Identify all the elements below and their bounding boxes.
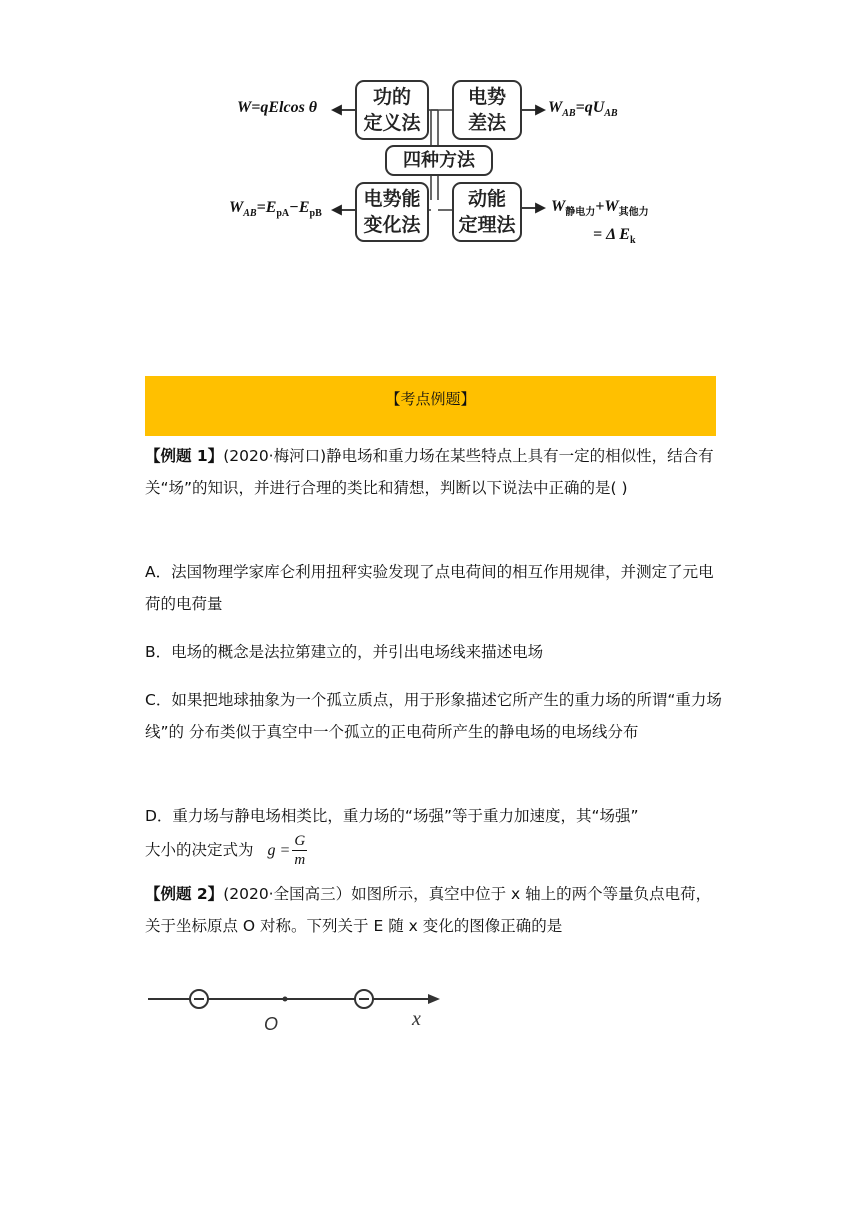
formula-part: AB <box>562 108 576 120</box>
method-box-energy-change <box>355 182 429 242</box>
formula-part: +W <box>595 198 619 215</box>
origin-point <box>283 997 288 1002</box>
center-label: 四种方法 <box>403 149 475 171</box>
formula-part: 其他力 <box>618 207 649 219</box>
methods-diagram <box>0 0 860 260</box>
formula-part: pB <box>309 208 322 220</box>
origin-label: O <box>264 1014 279 1034</box>
option-c <box>145 684 725 748</box>
method-box-kinetic-theorem <box>452 182 522 242</box>
option-text: B．电场的概念是法拉第建立的，并引出电场线来描述电场 <box>145 643 544 661</box>
equation-lhs: g = <box>267 842 291 859</box>
section-banner <box>145 376 716 436</box>
formula-part: AB <box>243 208 257 220</box>
fraction <box>292 832 307 869</box>
formula-part: −E <box>289 199 310 216</box>
option-a <box>145 556 725 620</box>
option-text: A．法国物理学家库仑利用扭秤实验发现了点电荷间的相互作用规律，并测定了元电荷的电荷量 <box>145 563 714 613</box>
method-box-line: 功的 <box>372 86 411 108</box>
formula-part: 静电力 <box>565 207 596 219</box>
example-label: 【例题 2】 <box>145 885 224 903</box>
banner-title: 【考点例题】 <box>385 390 476 408</box>
method-box-line: 定义法 <box>363 112 421 134</box>
method-box-line: 定理法 <box>458 214 516 236</box>
formula-part: = Δ E <box>593 226 630 244</box>
option-b <box>145 636 725 668</box>
method-box-line: 差法 <box>467 112 506 134</box>
method-box-line: 电势能 <box>363 188 421 210</box>
example-text: (2020·梅河口)静电场和重力场在某些特点上具有一定的相似性，结合有关“场”的知识，并进行合理的类比和猜想，判断以下说法中正确的是( ) <box>145 447 714 497</box>
formula-part: W <box>229 199 244 216</box>
method-box-center <box>385 145 493 176</box>
formula-definition: W=qElcos θ <box>237 99 318 116</box>
formula-part: AB <box>604 108 618 120</box>
formula-potential-difference <box>548 99 618 119</box>
example-text: (2020·全国高三）如图所示，真空中位于 x 轴上的两个等量负点电荷，关于坐标原点 O 对称。下列关于 E 随 x 变化的图像正确的是 <box>145 885 712 935</box>
formula-energy-change <box>229 199 322 219</box>
example-label: 【例题 1】 <box>145 447 224 465</box>
example2-question <box>145 878 725 942</box>
formula-part: W <box>551 198 566 215</box>
formula-part: =E <box>256 199 277 216</box>
fraction-numerator: G <box>294 833 306 849</box>
formula-part: k <box>629 235 636 247</box>
axis-label: x <box>412 1008 421 1030</box>
fraction-denominator: m <box>294 852 306 868</box>
option-text: C．如果把地球抽象为一个孤立质点，用于形象描述它所产生的重力场的所谓“重力场线”的 分布类似于真空中一个孤立的正电荷所产生的静电场的电场线分布 <box>145 691 722 741</box>
formula-part: =qU <box>575 99 605 116</box>
method-box-line: 动能 <box>467 188 506 210</box>
example1-question <box>145 440 725 504</box>
method-box-line: 电势 <box>467 86 506 108</box>
arrow-icon <box>428 994 440 1004</box>
method-box-definition <box>355 80 429 140</box>
formula-part: pA <box>276 208 290 220</box>
option-text: 大小的决定式为 <box>145 841 254 859</box>
formula-kinetic-theorem <box>551 196 649 252</box>
method-box-potential-difference <box>452 80 522 140</box>
method-box-line: 变化法 <box>363 214 421 236</box>
option-text: D．重力场与静电场相类比，重力场的“场强”等于重力加速度，其“场强” <box>145 807 639 825</box>
option-d <box>145 800 725 869</box>
x-axis-figure <box>140 980 450 1040</box>
formula-part: W <box>548 99 563 116</box>
